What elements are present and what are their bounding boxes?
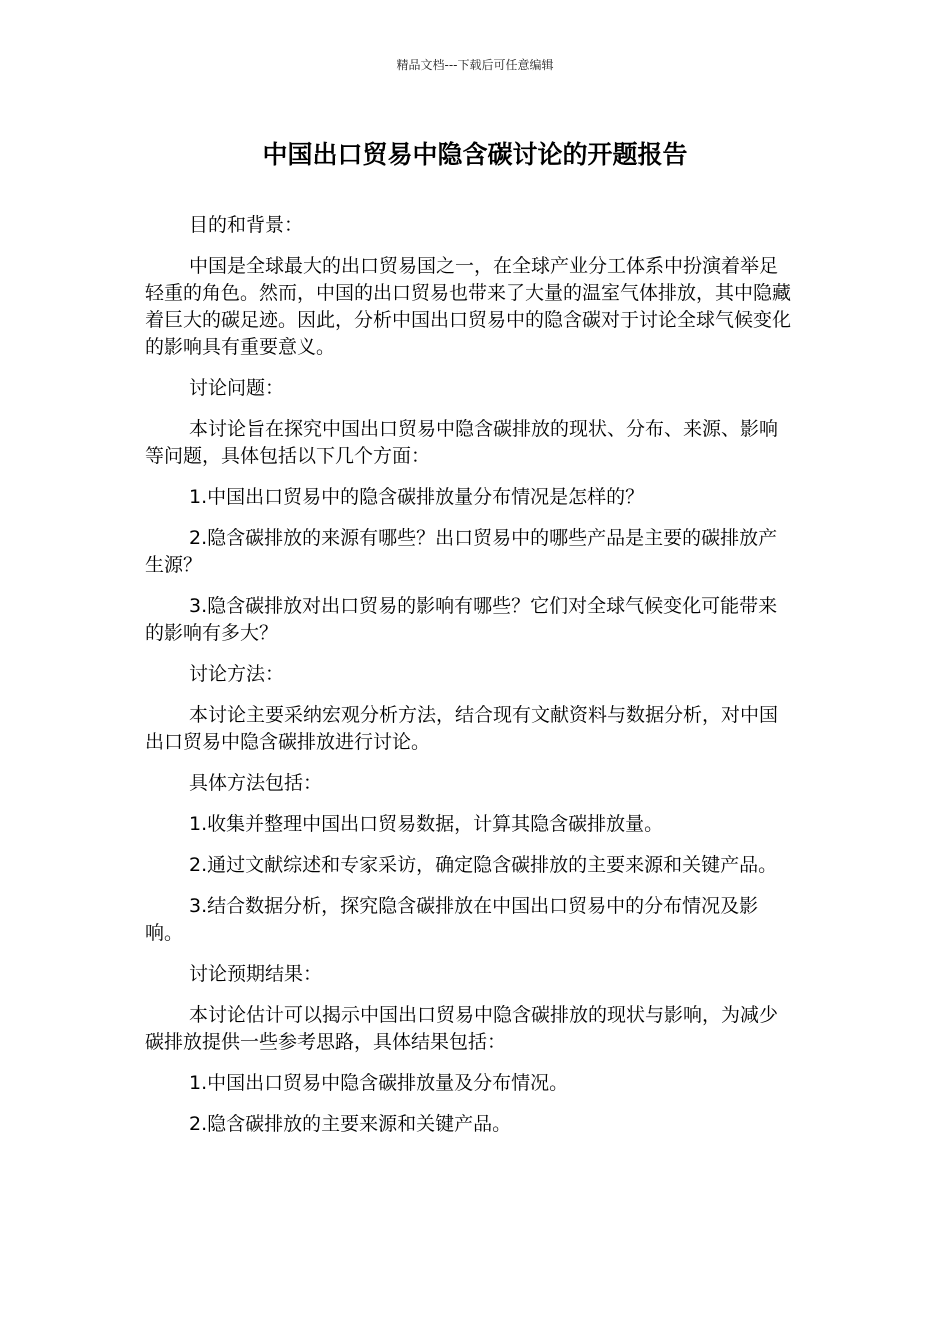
document-title: 中国出口贸易中隐含碳讨论的开题报告 — [262, 140, 688, 169]
list-item-method-2: 2.通过文献综述和专家采访，确定隐含碳排放的主要来源和关键产品。 — [189, 854, 778, 876]
list-item-result-2: 2.隐含碳排放的主要来源和关键产品。 — [189, 1113, 512, 1135]
list-item-question-3: 3.隐含碳排放对出口贸易的影响有哪些？它们对全球气候变化可能带来的影响有多大？ — [145, 595, 778, 644]
list-item-question-2: 2.隐含碳排放的来源有哪些？出口贸易中的哪些产品是主要的碳排放产生源？ — [145, 527, 778, 576]
paragraph-methods: 本讨论主要采纳宏观分析方法，结合现有文献资料与数据分析，对中国出口贸易中隐含碳排放进行讨论。 — [145, 704, 779, 753]
section-heading-results: 讨论预期结果： — [189, 963, 323, 985]
document-body — [145, 212, 795, 1152]
section-heading-methods: 讨论方法： — [189, 663, 285, 685]
list-item-question-1: 1.中国出口贸易中的隐含碳排放量分布情况是怎样的？ — [189, 486, 645, 508]
paragraph-questions-intro: 本讨论旨在探究中国出口贸易中隐含碳排放的现状、分布、来源、影响等问题，具体包括以下几个方面： — [145, 418, 779, 467]
paragraph-methods-intro: 具体方法包括： — [189, 772, 323, 794]
list-item-result-1: 1.中国出口贸易中隐含碳排放量及分布情况。 — [189, 1072, 569, 1094]
section-heading-questions: 讨论问题： — [189, 377, 285, 399]
paragraph-results-intro: 本讨论估计可以揭示中国出口贸易中隐含碳排放的现状与影响，为减少碳排放提供一些参考思路，具体结果包括： — [145, 1004, 779, 1053]
header-note: 精品文档---下载后可任意编辑 — [396, 58, 554, 72]
list-item-method-1: 1.收集并整理中国出口贸易数据，计算其隐含碳排放量。 — [189, 813, 664, 835]
section-heading-background: 目的和背景： — [189, 214, 304, 236]
paragraph-background: 中国是全球最大的出口贸易国之一，在全球产业分工体系中扮演着举足轻重的角色。然而，中国的出口贸易也带来了大量的温室气体排放，其中隐藏着巨大的碳足迹。因此，分析中国出口贸易中的隐含碳对于讨论全球气候变化的影响具有重要意义。 — [145, 255, 792, 358]
list-item-method-3: 3.结合数据分析，探究隐含碳排放在中国出口贸易中的分布情况及影响。 — [145, 895, 759, 944]
